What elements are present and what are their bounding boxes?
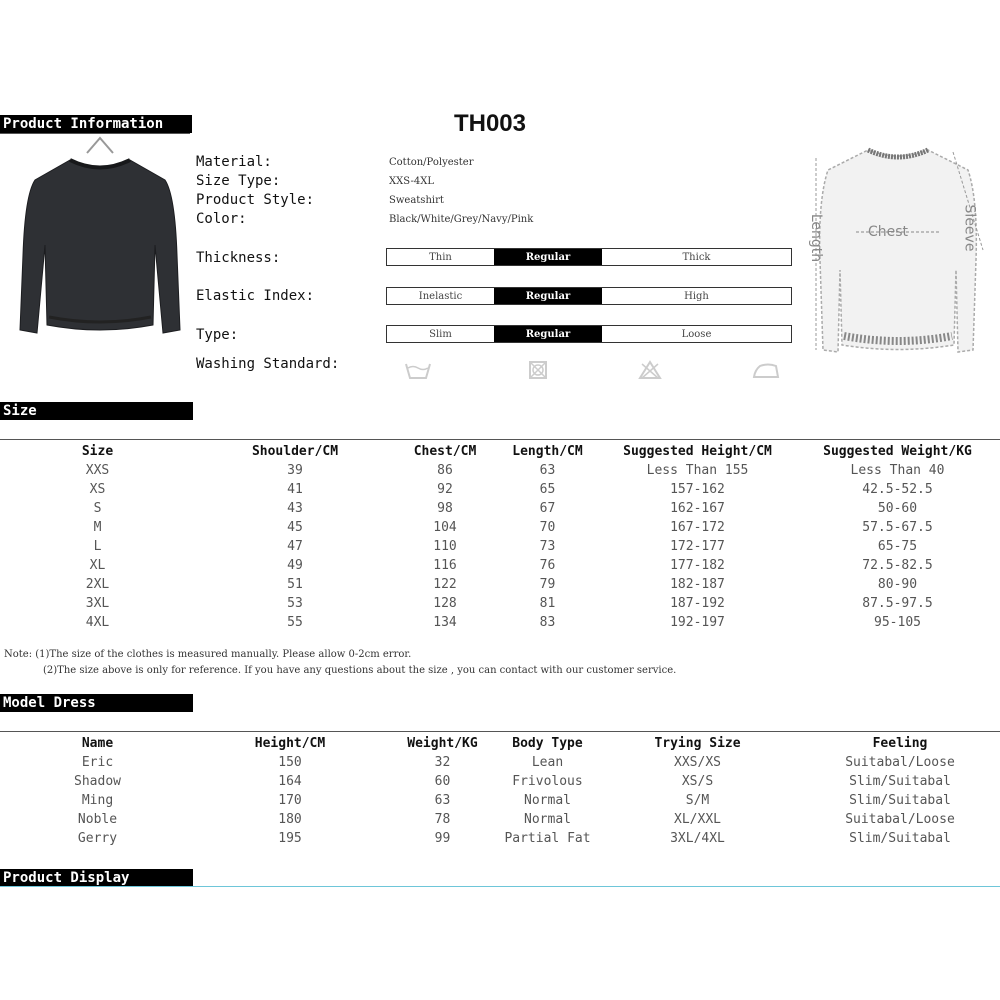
size-table-cell: 192-197 [670, 615, 725, 630]
size-table-header-row [0, 442, 1000, 461]
model-table-cell: 195 [278, 831, 302, 846]
size-table-cell: 95-105 [874, 615, 921, 630]
size-table-cell: 73 [539, 539, 556, 554]
size-table-cell: 80-90 [877, 577, 918, 592]
model-table-row [0, 753, 1000, 772]
size-table-cell: Less Than 155 [646, 463, 749, 478]
size-table-cell: 116 [433, 558, 457, 573]
attr-color-value: Black/White/Grey/Navy/Pink [389, 214, 534, 225]
size-table-cell: 2XL [85, 577, 110, 592]
size-table-cell: 172-177 [670, 539, 725, 554]
size-table-cell: 3XL [85, 596, 110, 611]
no-bleach-icon [636, 360, 664, 380]
size-table-row [0, 537, 1000, 556]
size-table-cell: 87.5-97.5 [862, 596, 933, 611]
type-option-loose: Loose [681, 328, 712, 340]
model-code-title: TH003 [453, 110, 527, 137]
size-col-size: Size [81, 444, 114, 459]
size-table-row [0, 556, 1000, 575]
thickness-label: Thickness: [196, 250, 281, 266]
size-table-row [0, 594, 1000, 613]
measurement-diagram [808, 140, 988, 370]
size-col-length: Length/CM [512, 444, 583, 459]
elastic-option-high: High [684, 290, 709, 302]
elastic-index-label: Elastic Index: [196, 288, 315, 304]
product-display-rule [0, 886, 1000, 887]
model-col-body-type: Body Type [512, 736, 583, 751]
size-table-cell: 65 [539, 482, 556, 497]
type-label: Type: [196, 327, 239, 343]
size-note-1: Note: (1)The size of the clothes is measured manually. Please allow 0-2cm error. [4, 649, 412, 660]
size-table-cell: 51 [287, 577, 303, 592]
size-table-cell: 157-162 [670, 482, 725, 497]
model-table-cell: Gerry [77, 831, 118, 846]
size-col-chest: Chest/CM [413, 444, 477, 459]
size-table-cell: 81 [539, 596, 556, 611]
model-table-cell: Noble [77, 812, 118, 827]
size-table-top-rule [0, 439, 1000, 440]
model-table-cell: Eric [81, 755, 114, 770]
model-table-cell: Shadow [74, 774, 121, 789]
model-col-name: Name [81, 736, 114, 751]
model-table-cell: Suitabal/Loose [845, 755, 955, 770]
model-table-cell: 60 [434, 774, 451, 789]
model-table-row [0, 791, 1000, 810]
model-table-cell: 170 [278, 793, 302, 808]
model-table-cell: 32 [434, 755, 451, 770]
size-table-row [0, 575, 1000, 594]
size-table-cell: 45 [287, 520, 303, 535]
size-table-cell: 128 [433, 596, 457, 611]
size-table-cell: Less Than 40 [850, 463, 945, 478]
model-col-height: Height/CM [254, 736, 326, 751]
model-table-cell: Slim/Suitabal [849, 774, 951, 789]
size-col-weight: Suggested Weight/KG [823, 444, 972, 459]
thickness-option-regular: Regular [494, 249, 602, 265]
size-col-height: Suggested Height/CM [623, 444, 772, 459]
size-table-cell: 47 [287, 539, 303, 554]
model-table-cell: 78 [434, 812, 451, 827]
elastic-option-inelastic: Inelastic [418, 290, 463, 302]
size-table-cell: 177-182 [670, 558, 725, 573]
size-table-cell: L [93, 539, 102, 554]
size-table-cell: XL [89, 558, 106, 573]
sweatshirt-product-image [15, 135, 185, 345]
type-scale [386, 325, 792, 343]
diagram-sleeve-label: Sleeve [961, 204, 978, 252]
size-table-cell: 110 [433, 539, 457, 554]
size-table-cell: 42.5-52.5 [862, 482, 933, 497]
size-table-cell: 67 [539, 501, 556, 516]
size-table-cell: 104 [433, 520, 457, 535]
size-table-cell: 50-60 [877, 501, 918, 516]
thickness-option-thick: Thick [682, 251, 711, 263]
section-header-model-dress: Model Dress [0, 694, 193, 712]
model-table-cell: 164 [278, 774, 302, 789]
wash-30-icon [404, 360, 432, 380]
size-table-cell: 53 [287, 596, 303, 611]
type-option-regular: Regular [494, 326, 602, 342]
size-table-cell: 98 [437, 501, 453, 516]
model-col-feeling: Feeling [872, 736, 928, 751]
size-table-cell: 55 [287, 615, 303, 630]
size-table-cell: XXS [85, 463, 110, 478]
model-table-cell: Partial Fat [504, 831, 591, 846]
model-table-cell: 150 [278, 755, 302, 770]
model-table [0, 734, 1000, 848]
model-col-trying-size: Trying Size [654, 736, 741, 751]
model-table-header-row [0, 734, 1000, 753]
attr-style-value: Sweatshirt [389, 195, 444, 206]
no-tumble-dry-icon [524, 360, 552, 380]
attr-material-label: Material: [196, 154, 272, 170]
model-table-row [0, 772, 1000, 791]
attr-material-value: Cotton/Polyester [389, 157, 474, 168]
size-table-cell: 187-192 [670, 596, 725, 611]
model-table-cell: 180 [278, 812, 302, 827]
diagram-chest-label: Chest [868, 224, 909, 240]
model-table-cell: Slim/Suitabal [849, 793, 951, 808]
size-table-row [0, 518, 1000, 537]
size-note-2: (2)The size above is only for reference. If you have any questions about the size , you can contact with our customer service. [43, 665, 677, 676]
model-table-cell: Suitabal/Loose [845, 812, 955, 827]
size-table-cell: 57.5-67.5 [862, 520, 933, 535]
thickness-option-thin: Thin [429, 251, 452, 263]
size-table-cell: 39 [287, 463, 303, 478]
size-table-cell: 83 [539, 615, 556, 630]
model-table-row [0, 810, 1000, 829]
model-table-cell: Frivolous [512, 774, 583, 789]
model-table-cell: 99 [434, 831, 451, 846]
iron-icon [752, 360, 780, 380]
size-table-cell: S [93, 501, 102, 516]
model-table-cell: Normal [524, 793, 571, 808]
attr-color-label: Color: [196, 211, 247, 227]
size-table-row [0, 461, 1000, 480]
model-table-top-rule [0, 731, 1000, 732]
size-table-cell: 70 [539, 520, 556, 535]
size-table-row [0, 480, 1000, 499]
size-table-cell: 79 [539, 577, 556, 592]
attr-size-type-value: XXS-4XL [389, 176, 434, 187]
size-table-cell: 182-187 [670, 577, 725, 592]
size-table-cell: 49 [287, 558, 303, 573]
model-table-cell: XXS/XS [674, 755, 721, 770]
section-header-product-info: Product Information [0, 115, 192, 133]
size-table [0, 442, 1000, 632]
model-table-cell: 63 [434, 793, 451, 808]
model-table-cell: Lean [531, 755, 564, 770]
size-table-cell: M [93, 520, 102, 535]
size-table-cell: 122 [433, 577, 457, 592]
size-table-cell: 92 [437, 482, 453, 497]
model-table-cell: 3XL/4XL [670, 831, 725, 846]
size-table-cell: 43 [287, 501, 303, 516]
section-header-product-display: Product Display [0, 869, 193, 887]
section-header-size: Size [0, 402, 193, 420]
model-col-weight: Weight/KG [407, 736, 478, 751]
size-table-row [0, 499, 1000, 518]
attr-style-label: Product Style: [196, 192, 315, 208]
model-table-cell: S/M [685, 793, 710, 808]
size-table-cell: 63 [539, 463, 556, 478]
size-col-shoulder: Shoulder/CM [251, 444, 339, 459]
type-option-slim: Slim [429, 328, 452, 340]
elastic-index-scale [386, 287, 792, 305]
size-table-cell: 167-172 [670, 520, 725, 535]
model-table-cell: Normal [524, 812, 571, 827]
attr-size-type-label: Size Type: [196, 173, 281, 189]
size-table-cell: 4XL [85, 615, 110, 630]
diagram-length-label: Length [808, 213, 825, 263]
washing-standard-label: Washing Standard: [196, 356, 340, 372]
size-table-cell: 86 [437, 463, 453, 478]
model-table-row [0, 829, 1000, 848]
elastic-option-regular: Regular [494, 288, 602, 304]
size-table-row [0, 613, 1000, 632]
size-table-cell: 162-167 [670, 501, 725, 516]
size-table-cell: 65-75 [877, 539, 918, 554]
model-table-cell: XL/XXL [674, 812, 721, 827]
model-table-cell: Slim/Suitabal [849, 831, 951, 846]
size-table-cell: 76 [539, 558, 556, 573]
size-table-cell: 41 [287, 482, 303, 497]
size-table-cell: 72.5-82.5 [862, 558, 933, 573]
model-table-cell: XS/S [681, 774, 714, 789]
model-table-cell: Ming [81, 793, 114, 808]
size-table-cell: 134 [433, 615, 457, 630]
section-divider [0, 133, 190, 134]
size-table-cell: XS [89, 482, 106, 497]
thickness-scale [386, 248, 792, 266]
